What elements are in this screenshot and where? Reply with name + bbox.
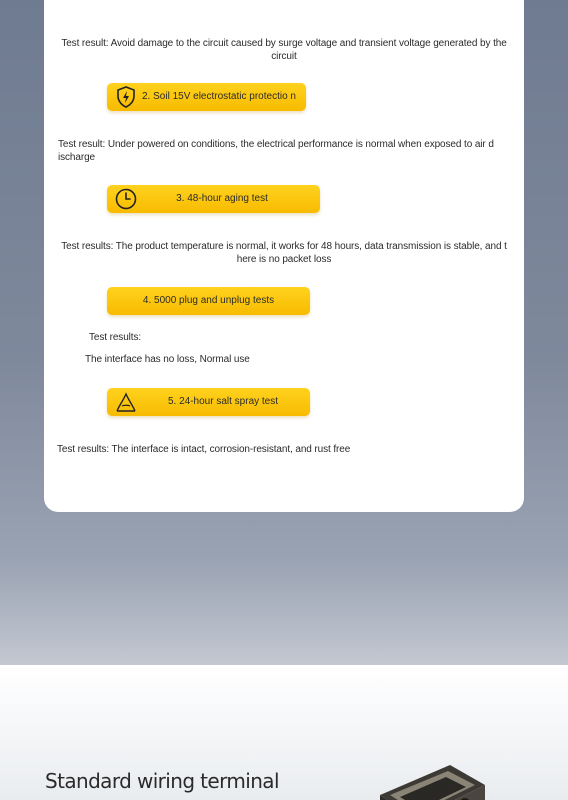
result-plug-body: The interface has no loss, Normal use <box>85 354 250 365</box>
result-plug-title: Test results: <box>89 332 142 343</box>
clock-icon <box>114 187 138 211</box>
badge-aging <box>107 185 320 213</box>
lightning-shield-icon <box>114 85 138 109</box>
result-aging: Test results: The product temperature is normal, it works for 48 hours, data transmission is stable, and t here is no packet loss <box>61 241 507 265</box>
db9-connector-image <box>320 725 520 800</box>
badge-plug-label: 4. 5000 plug and unplug tests <box>142 295 275 306</box>
badge-salt-spray <box>107 388 310 416</box>
test-results-card <box>44 0 524 512</box>
badge-plug <box>107 287 310 315</box>
badge-electrostatic <box>107 83 306 111</box>
badge-electrostatic-label: 2. Soil 15V electrostatic protectio n <box>142 91 296 102</box>
spray-drops-icon <box>114 390 138 414</box>
wiring-terminal-section <box>0 665 568 800</box>
section-title: Standard wiring terminal <box>45 769 279 793</box>
badge-salt-spray-label: 5. 24-hour salt spray test <box>167 396 279 407</box>
result-electrostatic: Test result: Under powered on conditions, the electrical performance is normal when exposed to air d ischarge <box>58 139 494 163</box>
badge-aging-label: 3. 48-hour aging test <box>176 193 268 204</box>
result-salt-spray: Test results: The interface is intact, corrosion-resistant, and rust free <box>57 444 351 455</box>
result-surge: Test result: Avoid damage to the circuit caused by surge voltage and transient voltage generated by the circuit <box>61 38 507 62</box>
